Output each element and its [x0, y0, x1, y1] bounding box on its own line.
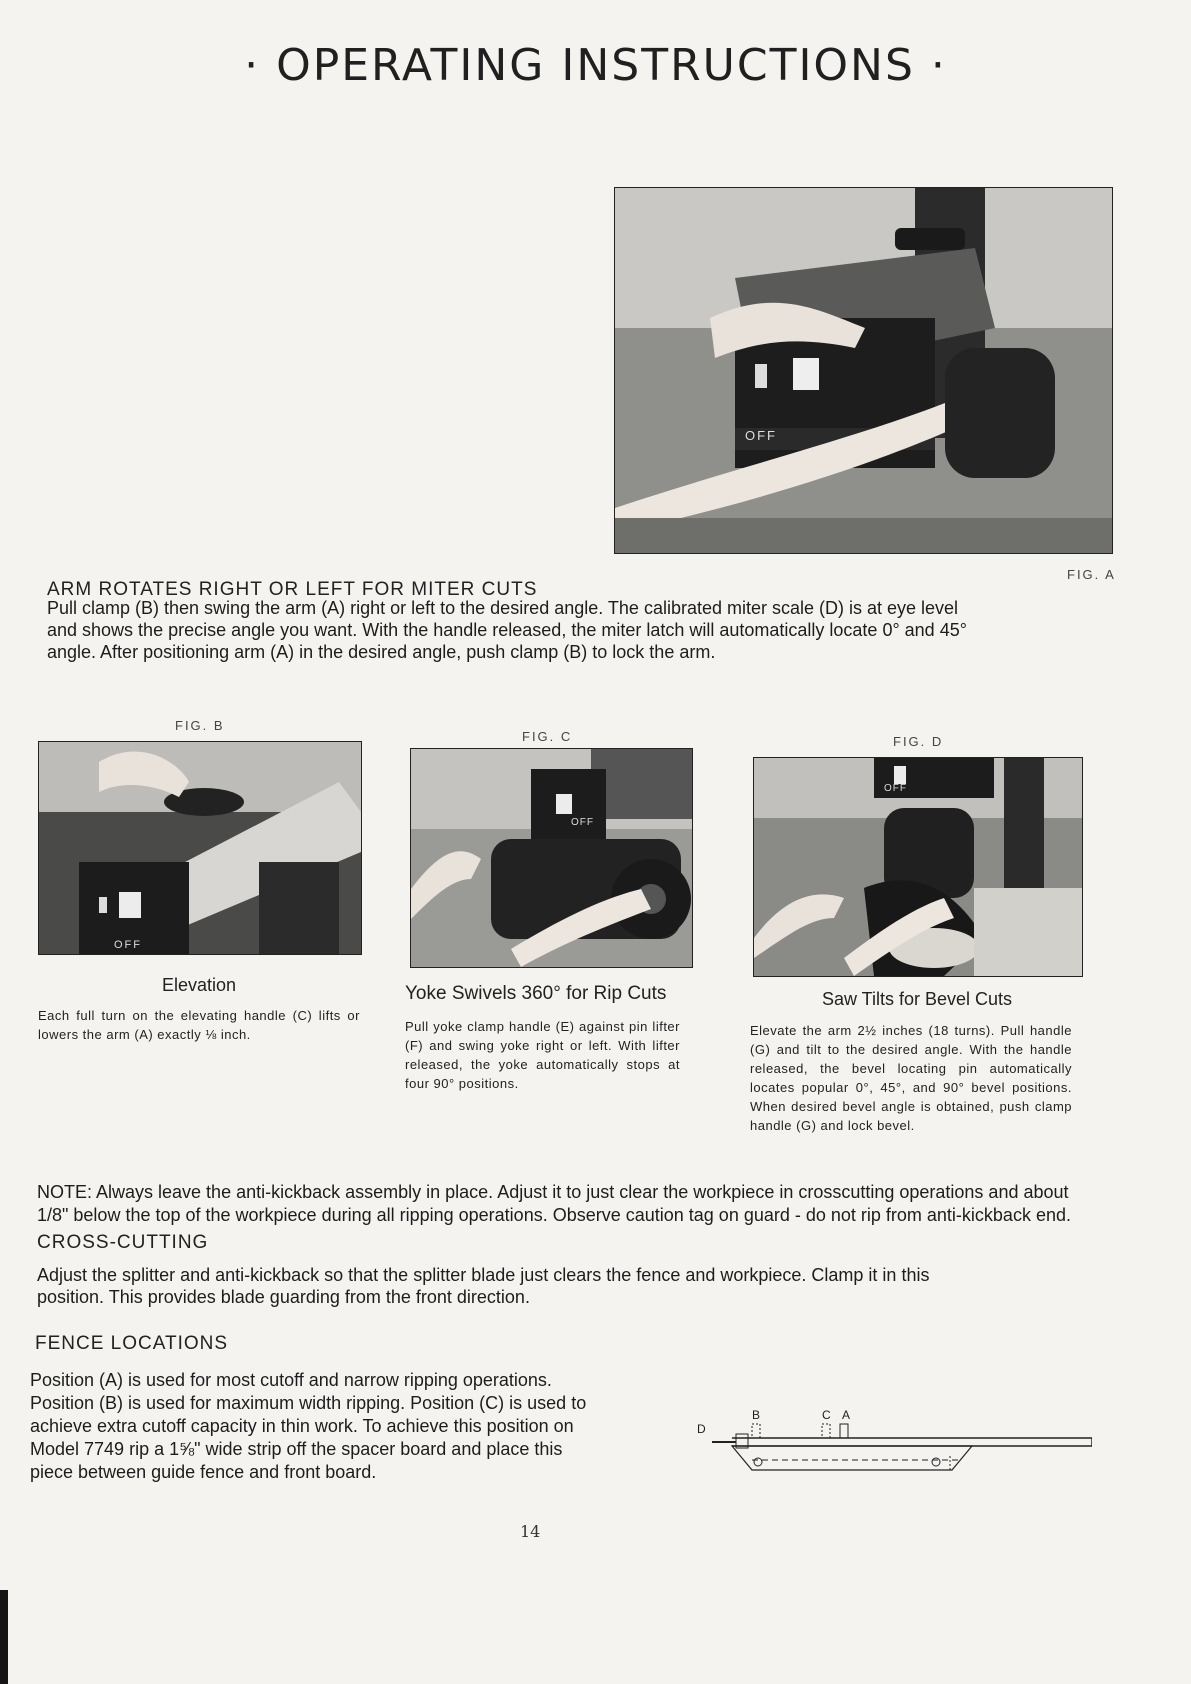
elevation-title: Elevation [161, 975, 237, 995]
fence-line-5: piece between guide fence and front board. [30, 1462, 377, 1482]
fig-b-label: FIG. B [175, 718, 225, 733]
elevation-text: Each full turn on the elevating handle (C) lifts or lowers the arm (A) exactly ⅛ inch. [38, 1008, 360, 1042]
fig-a-label: FIG. A [1067, 567, 1116, 582]
fig-d-switch-label: OFF [884, 783, 907, 794]
fence-line-2: Position (B) is used for maximum width ripping. Position (C) is used to [30, 1393, 587, 1413]
fence-diagram [692, 1400, 1092, 1490]
bevel-title: Saw Tilts for Bevel Cuts [821, 989, 1013, 1009]
bevel-text: Elevate the arm 2½ inches (18 turns). Pull handle (G) and tilt to the desired angle. With the handle released, the bevel locating pin automatically locates popular 0°, 45°, and 90° bevel positions. When desired bevel angle is obtained, push clamp handle (G) and lock bevel. [750, 1023, 1072, 1133]
cross-cutting-heading: CROSS-CUTTING [37, 1232, 209, 1253]
diagram-label-b: B [752, 1408, 761, 1422]
fig-a-switch-label: OFF [745, 428, 777, 443]
yoke-title: Yoke Swivels 360° for Rip Cuts [405, 983, 667, 1004]
fig-a-photo [614, 187, 1113, 554]
fig-d-photo [753, 757, 1083, 977]
fence-line-1: Position (A) is used for most cutoff and narrow ripping operations. [30, 1370, 552, 1390]
fig-d-label: FIG. D [893, 734, 944, 749]
fig-b-switch-label: OFF [114, 939, 142, 951]
cross-cutting-line-2: position. This provides blade guarding from the front direction. [37, 1287, 530, 1307]
arm-section-heading: ARM ROTATES RIGHT OR LEFT FOR MITER CUTS [47, 579, 538, 600]
note-line-2: 1/8" below the top of the workpiece during all ripping operations. Observe caution tag on guard - do not rip from anti-kickback end. [37, 1205, 1071, 1225]
note-line-1: NOTE: Always leave the anti-kickback assembly in place. Adjust it to just clear the workpiece in crosscutting operations and about [37, 1182, 1069, 1202]
arm-section-line-1: Pull clamp (B) then swing the arm (A) right or left to the desired angle. The calibrated miter scale (D) is at eye level [47, 598, 959, 618]
fence-line-4: Model 7749 rip a 1⅝" wide strip off the spacer board and place this [30, 1439, 563, 1459]
cross-cutting-line-1: Adjust the splitter and anti-kickback so that the splitter blade just clears the fence and workpiece. Clamp it in this [37, 1265, 930, 1285]
diagram-label-d: D [697, 1422, 706, 1436]
diagram-label-c: C [822, 1408, 831, 1422]
page-number: 14 [520, 1522, 541, 1541]
diagram-label-a: A [842, 1408, 851, 1422]
fig-b-photo [38, 741, 362, 955]
fence-locations-heading: FENCE LOCATIONS [35, 1333, 229, 1354]
fig-c-switch-label: OFF [571, 817, 594, 828]
binding-edge [0, 1590, 8, 1684]
arm-section-line-3: angle. After positioning arm (A) in the desired angle, push clamp (B) to lock the arm. [47, 642, 716, 662]
page-title: · OPERATING INSTRUCTIONS · [244, 40, 947, 91]
arm-section-line-2: and shows the precise angle you want. With the handle released, the miter latch will automatically locate 0° and 45° [47, 620, 967, 640]
fig-c-photo [410, 748, 693, 968]
fence-line-3: achieve extra cutoff capacity in thin work. To achieve this position on [30, 1416, 574, 1436]
fig-c-label: FIG. C [522, 729, 573, 744]
yoke-text: Pull yoke clamp handle (E) against pin lifter (F) and swing yoke right or left. With lifter released, the yoke automatically stops at four 90° positions. [405, 1019, 680, 1091]
